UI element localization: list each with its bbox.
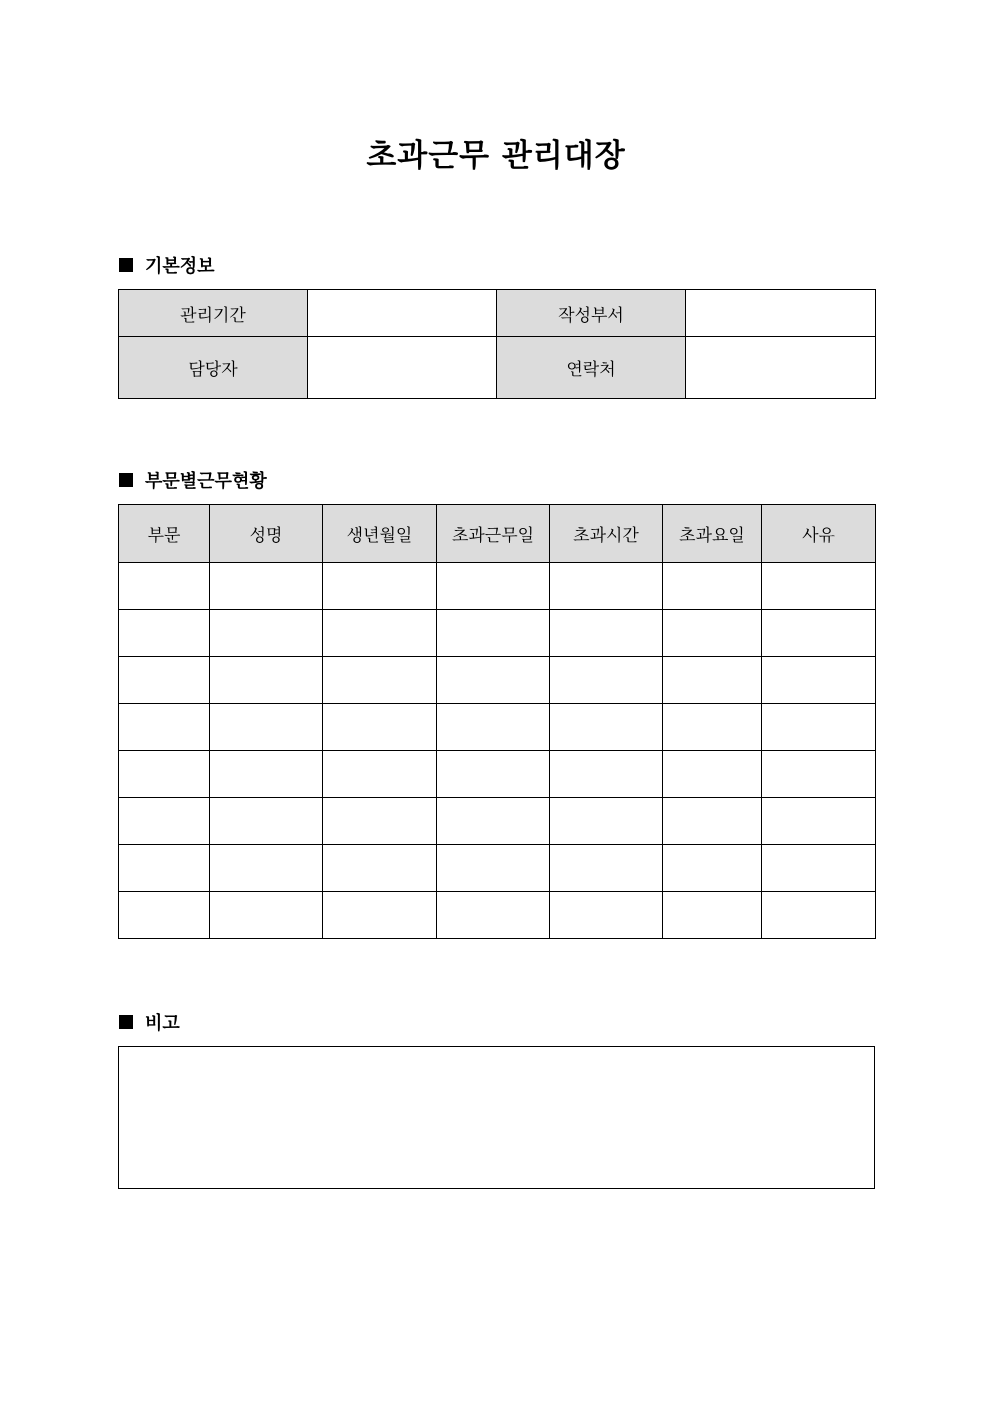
cell-name[interactable] [210,563,323,610]
table-row [119,563,876,610]
column-header-reason: 사유 [762,505,876,563]
cell-overtime-day[interactable] [663,657,762,704]
cell-birthdate[interactable] [323,704,437,751]
column-header-overtime-hours: 초과시간 [550,505,663,563]
cell-overtime-day[interactable] [663,751,762,798]
cell-reason[interactable] [762,704,876,751]
cell-name[interactable] [210,798,323,845]
cell-reason[interactable] [762,751,876,798]
contact-field[interactable] [686,337,876,399]
department-status-heading [119,468,267,492]
cell-department[interactable] [119,657,210,704]
cell-reason[interactable] [762,798,876,845]
cell-overtime-date[interactable] [437,798,550,845]
cell-department[interactable] [119,798,210,845]
cell-overtime-date[interactable] [437,892,550,939]
cell-reason[interactable] [762,657,876,704]
cell-overtime-date[interactable] [437,610,550,657]
column-header-birthdate: 생년월일 [323,505,437,563]
remarks-field[interactable] [118,1046,875,1189]
writing-department-label: 작성부서 [497,290,686,337]
cell-reason[interactable] [762,892,876,939]
management-period-field[interactable] [308,290,497,337]
basic-info-heading-label: 기본정보 [145,256,215,277]
cell-overtime-date[interactable] [437,563,550,610]
cell-overtime-day[interactable] [663,563,762,610]
square-bullet-icon [119,473,133,487]
cell-overtime-date[interactable] [437,751,550,798]
cell-name[interactable] [210,657,323,704]
cell-name[interactable] [210,704,323,751]
table-header-row [119,505,876,563]
cell-birthdate[interactable] [323,657,437,704]
writing-department-field[interactable] [686,290,876,337]
cell-birthdate[interactable] [323,892,437,939]
cell-birthdate[interactable] [323,563,437,610]
table-row [119,845,876,892]
basic-info-table [118,289,876,399]
column-header-name: 성명 [210,505,323,563]
column-header-overtime-date: 초과근무일 [437,505,550,563]
basic-info-heading [119,253,215,277]
basic-info-row [119,290,876,337]
cell-name[interactable] [210,892,323,939]
cell-overtime-hours[interactable] [550,704,663,751]
cell-overtime-hours[interactable] [550,892,663,939]
cell-birthdate[interactable] [323,610,437,657]
table-row [119,704,876,751]
department-status-heading-label: 부문별근무현황 [145,471,267,492]
cell-overtime-day[interactable] [663,610,762,657]
cell-overtime-day[interactable] [663,798,762,845]
cell-department[interactable] [119,892,210,939]
cell-reason[interactable] [762,845,876,892]
cell-overtime-hours[interactable] [550,751,663,798]
table-row [119,751,876,798]
table-row [119,798,876,845]
cell-overtime-date[interactable] [437,845,550,892]
cell-reason[interactable] [762,610,876,657]
cell-department[interactable] [119,563,210,610]
cell-name[interactable] [210,845,323,892]
cell-department[interactable] [119,704,210,751]
document-title: 초과근무 관리대장 [366,138,626,174]
table-row [119,610,876,657]
cell-overtime-day[interactable] [663,892,762,939]
cell-name[interactable] [210,610,323,657]
cell-department[interactable] [119,845,210,892]
cell-overtime-hours[interactable] [550,798,663,845]
cell-reason[interactable] [762,563,876,610]
basic-info-row [119,337,876,399]
cell-overtime-day[interactable] [663,845,762,892]
person-in-charge-field[interactable] [308,337,497,399]
cell-birthdate[interactable] [323,798,437,845]
cell-birthdate[interactable] [323,845,437,892]
column-header-department: 부문 [119,505,210,563]
cell-birthdate[interactable] [323,751,437,798]
cell-department[interactable] [119,751,210,798]
cell-name[interactable] [210,751,323,798]
remarks-heading-label: 비고 [145,1013,180,1034]
person-in-charge-label: 담당자 [119,337,308,399]
cell-overtime-date[interactable] [437,657,550,704]
square-bullet-icon [119,258,133,272]
cell-overtime-hours[interactable] [550,563,663,610]
cell-overtime-date[interactable] [437,704,550,751]
contact-label: 연락처 [497,337,686,399]
cell-department[interactable] [119,610,210,657]
cell-overtime-hours[interactable] [550,657,663,704]
cell-overtime-day[interactable] [663,704,762,751]
management-period-label: 관리기간 [119,290,308,337]
remarks-heading [119,1010,180,1034]
cell-overtime-hours[interactable] [550,845,663,892]
column-header-overtime-day: 초과요일 [663,505,762,563]
square-bullet-icon [119,1015,133,1029]
table-row [119,892,876,939]
department-status-table [118,504,876,939]
cell-overtime-hours[interactable] [550,610,663,657]
table-row [119,657,876,704]
